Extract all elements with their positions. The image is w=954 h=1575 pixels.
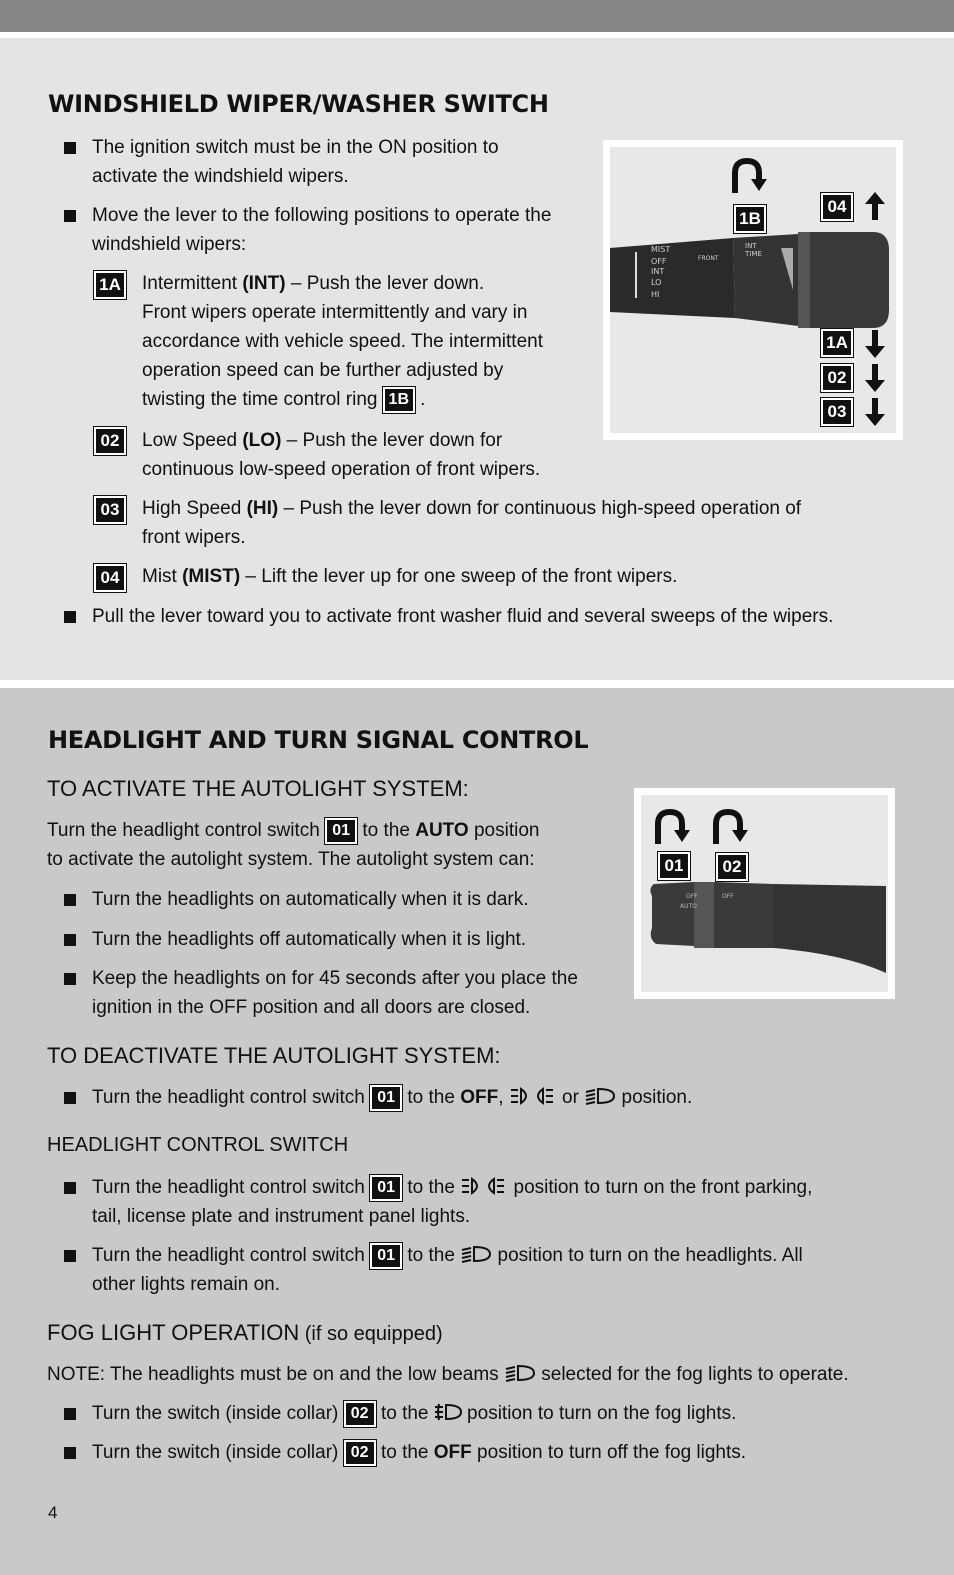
down-arrow-icon [863, 328, 887, 360]
text: Front wipers operate intermittently and vary in [142, 302, 528, 323]
text: Turn the switch (inside collar) [92, 1403, 339, 1424]
text: or [556, 1087, 585, 1108]
text: – Push the lever down for [281, 430, 503, 451]
fog-light-icon [434, 1402, 462, 1422]
fog-heading [47, 1320, 443, 1346]
text: to the [402, 1245, 461, 1266]
text: , [498, 1087, 504, 1108]
headlight-icon [504, 1363, 536, 1383]
bullet [64, 1092, 76, 1104]
lever-label: AUTO [680, 903, 697, 910]
parking-lights-icon [460, 1176, 508, 1196]
text: Keep the headlights on for 45 seconds after you place the [92, 968, 578, 989]
headlight-icon [460, 1244, 492, 1264]
tag-1b-ref: 1B [383, 387, 415, 413]
activate-paragraph [47, 816, 627, 874]
lever-label: TIME [745, 250, 762, 258]
divider [0, 680, 954, 688]
activate-heading: TO ACTIVATE THE AUTOLIGHT SYSTEM: [47, 776, 469, 801]
text: front wipers. [142, 527, 246, 548]
text: FOG LIGHT OPERATION [47, 1320, 300, 1345]
text-bold: OFF [460, 1087, 499, 1108]
tag-01-ref: 01 [370, 1175, 402, 1201]
label: High Speed [142, 498, 247, 519]
page-number: 4 [48, 1503, 58, 1522]
tag-01-ref: 01 [370, 1243, 402, 1269]
headlight-title: HEADLIGHT AND TURN SIGNAL CONTROL [48, 726, 589, 754]
activate-bullet-3 [92, 964, 632, 1022]
bullet [64, 210, 76, 222]
bullet [64, 1408, 76, 1420]
text: other lights remain on. [92, 1274, 280, 1295]
wiper-item-04 [142, 562, 902, 591]
lever-label: OFF [686, 893, 698, 900]
label-bold: (INT) [242, 273, 286, 294]
lever-label: FRONT [698, 255, 719, 262]
bullet [64, 1447, 76, 1459]
activate-bullet-2: Turn the headlights off automatically when it is light. [92, 929, 527, 950]
activate-bullet-1: Turn the headlights on automatically when it is dark. [92, 889, 529, 910]
label-bold: (LO) [242, 430, 282, 451]
headlight-lever-image [634, 788, 895, 999]
fog-note [47, 1360, 937, 1389]
headlight-icon [584, 1086, 616, 1106]
text: to the [375, 1442, 434, 1463]
wiper-title: WINDSHIELD WIPER/WASHER SWITCH [48, 90, 549, 118]
switch-bullet-2 [92, 1241, 932, 1299]
text: – Push the lever down. [285, 273, 485, 294]
bullet [64, 1250, 76, 1262]
tag-1a: 1A [94, 271, 126, 299]
tag-02: 02 [821, 364, 853, 392]
text: . [420, 389, 426, 410]
text: position to turn on the front parking, [508, 1177, 813, 1198]
switch-bullet-1 [92, 1173, 932, 1231]
tag-02: 02 [716, 853, 748, 881]
text: to the [375, 1403, 434, 1424]
up-arrow-icon [863, 190, 887, 222]
text: tail, license plate and instrument panel lights. [92, 1206, 471, 1227]
text: to the [402, 1177, 461, 1198]
wiper-lever-image [603, 140, 903, 440]
wiper-item-1a [142, 269, 582, 414]
text: position to turn off the fog lights. [471, 1442, 747, 1463]
label-bold: (MIST) [182, 566, 241, 587]
lever-label: INT [651, 267, 665, 276]
text: NOTE: The headlights must be on and the low beams [47, 1364, 499, 1385]
switch-heading: HEADLIGHT CONTROL SWITCH [47, 1134, 349, 1156]
text: position to turn on the headlights. All [492, 1245, 803, 1266]
label: Low Speed [142, 430, 243, 451]
wiper-bullet-2: Move the lever to the following positions to operate the windshield wipers: [92, 205, 552, 255]
bullet [64, 894, 76, 906]
tag-02: 02 [94, 427, 126, 455]
rotate-arrow-icon [650, 806, 692, 846]
bullet [64, 142, 76, 154]
lever-label: HI [651, 290, 660, 299]
fog-bullet-1 [92, 1399, 932, 1428]
lever-label: MIST [651, 245, 671, 254]
text: continuous low-speed operation of front wipers. [142, 459, 541, 480]
text: operation speed can be further adjusted by [142, 360, 504, 381]
deactivate-bullet [92, 1083, 932, 1112]
rotate-arrow-icon [727, 155, 769, 195]
bullet [64, 973, 76, 985]
label: Intermittent [142, 273, 243, 294]
text: accordance with vehicle speed. The intermittent [142, 331, 543, 352]
down-arrow-icon [863, 362, 887, 394]
bullet [64, 934, 76, 946]
lever-label: LO [651, 278, 662, 287]
parking-lights-icon [509, 1086, 557, 1106]
text: Turn the headlight control switch [47, 820, 320, 841]
tag-04: 04 [821, 193, 853, 221]
text: Turn the headlight control switch [92, 1177, 365, 1198]
text: Turn the switch (inside collar) [92, 1442, 339, 1463]
bullet [64, 1182, 76, 1194]
wiper-bullet-3: Pull the lever toward you to activate front washer fluid and several sweeps of the wipers. [92, 606, 834, 627]
text-bold: AUTO [415, 820, 469, 841]
text: position. [616, 1087, 693, 1108]
text-bold: OFF [433, 1442, 472, 1463]
fog-bullet-2 [92, 1438, 932, 1467]
text: (if so equipped) [299, 1323, 443, 1345]
top-bar [0, 0, 954, 32]
label-bold: (HI) [246, 498, 279, 519]
tag-01: 01 [658, 852, 690, 880]
text: twisting the time control ring [142, 389, 378, 410]
text: Turn the headlight control switch [92, 1087, 365, 1108]
tag-02-ref: 02 [344, 1401, 376, 1427]
bullet [64, 611, 76, 623]
text: to the [357, 820, 416, 841]
tag-03: 03 [94, 496, 126, 524]
tag-1a: 1A [821, 329, 853, 357]
text: selected for the fog lights to operate. [535, 1364, 849, 1385]
text: Turn the headlight control switch [92, 1245, 365, 1266]
tag-01-ref: 01 [370, 1085, 402, 1111]
label: Mist [142, 566, 183, 587]
text: to activate the autolight system. The autolight system can: [47, 849, 535, 870]
tag-1b: 1B [734, 205, 766, 233]
text: to the [402, 1087, 461, 1108]
tag-04: 04 [94, 564, 126, 592]
wiper-item-02 [142, 426, 582, 484]
text: ignition in the OFF position and all doors are closed. [92, 997, 531, 1018]
lever-label: INT [745, 242, 757, 250]
deactivate-heading: TO DEACTIVATE THE AUTOLIGHT SYSTEM: [47, 1043, 501, 1068]
rotate-arrow-icon [708, 806, 750, 846]
lever-label: OFF [722, 893, 734, 900]
text: – Lift the lever up for one sweep of the front wipers. [240, 566, 678, 587]
tag-03: 03 [821, 398, 853, 426]
tag-02-ref: 02 [344, 1440, 376, 1466]
tag-01-ref: 01 [325, 818, 357, 844]
text: – Push the lever down for continuous high-speed operation of [278, 498, 802, 519]
down-arrow-icon [863, 396, 887, 428]
lever-label: OFF [651, 257, 667, 266]
text: position [468, 820, 540, 841]
text: position to turn on the fog lights. [461, 1403, 737, 1424]
wiper-item-03 [142, 494, 902, 552]
wiper-bullet-1: The ignition switch must be in the ON position to activate the windshield wipers. [92, 137, 499, 187]
